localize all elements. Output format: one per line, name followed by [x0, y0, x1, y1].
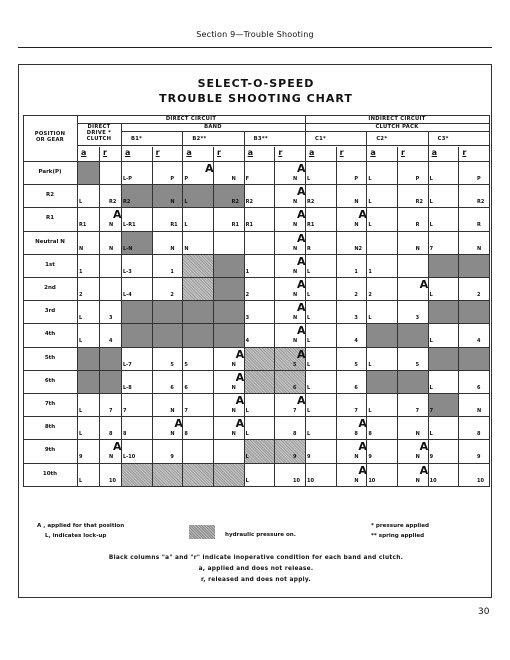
- cell-value: 6: [170, 384, 174, 391]
- row-line: [23, 370, 489, 371]
- cell-value: L: [79, 477, 83, 484]
- sublabel-a: a: [431, 148, 438, 157]
- cell-value: N: [293, 338, 298, 345]
- cell-value: 7: [354, 408, 358, 414]
- applied-mark: A: [235, 347, 245, 361]
- cell-value: 9: [79, 454, 83, 461]
- row-line: [23, 300, 489, 301]
- row-label: Neutral N: [35, 238, 65, 245]
- note-black-columns: Black columns "a" and "r" indicate inoperative condition for each band and clutch.: [108, 555, 404, 561]
- sublabel-r: r: [339, 148, 344, 157]
- cell-value: 8: [477, 431, 481, 438]
- cell-value: L: [368, 361, 372, 368]
- cell-value: 7: [415, 408, 420, 414]
- col-line: [182, 131, 183, 486]
- shade-park-dd: [77, 161, 99, 184]
- cell-value: L-10: [123, 454, 136, 461]
- cell-value: N: [293, 315, 298, 322]
- col-header-c3: C3*: [437, 136, 449, 142]
- cell-value: 1: [245, 268, 250, 275]
- col-line: [121, 123, 122, 486]
- cell-value: L: [368, 315, 372, 322]
- cell-value: L: [79, 315, 83, 322]
- cell-value: L: [307, 315, 311, 322]
- cell-value: N: [354, 454, 359, 461]
- col-line: [77, 115, 78, 486]
- half-col-line: [458, 147, 459, 486]
- row-label: 10th: [42, 470, 58, 477]
- band-header: BAND: [204, 124, 222, 130]
- cell-value: R: [307, 245, 311, 252]
- cell-value: 7: [123, 408, 127, 414]
- cell-value: 4: [109, 338, 113, 345]
- cell-value: L: [429, 338, 433, 345]
- cell-value: 7: [429, 408, 434, 414]
- cell-value: 8: [293, 431, 297, 438]
- cell-value: R2: [477, 199, 485, 206]
- applied-mark: A: [113, 440, 122, 454]
- applied-mark: A: [205, 162, 214, 175]
- col-line: [489, 131, 490, 486]
- cell-value: L-R1: [123, 222, 136, 229]
- cell-value: N: [170, 408, 175, 414]
- applied-mark: A: [235, 370, 245, 384]
- cell-value: 3: [109, 315, 113, 322]
- cell-value: L: [307, 338, 311, 345]
- cell-value: L: [79, 431, 83, 438]
- cell-value: 8: [123, 431, 127, 438]
- cell-value: N: [415, 245, 420, 252]
- cell-value: 7: [109, 408, 113, 414]
- position-gear-header: POSITION OR GEAR: [34, 131, 66, 143]
- cell-value: N: [415, 477, 420, 484]
- direct-circuit-header: DIRECT CIRCUIT: [165, 116, 217, 122]
- cell-value: 1: [368, 268, 372, 275]
- clutch-pack-header: CLUTCH PACK: [375, 124, 419, 130]
- sublabel-r: r: [155, 148, 160, 157]
- applied-mark: A: [297, 278, 306, 291]
- row-line: [23, 231, 489, 232]
- row-line: [23, 347, 489, 348]
- cell-value: L: [79, 408, 83, 414]
- indirect-circuit-header: INDIRECT CIRCUIT: [368, 116, 426, 122]
- cell-value: R2: [245, 199, 253, 206]
- col-line: [428, 131, 429, 486]
- legend-pressure-applied: * pressure applied: [371, 523, 429, 529]
- note-released: r, released and does not apply.: [201, 577, 311, 583]
- cell-value: L: [368, 408, 372, 414]
- cell-value: 10: [477, 477, 484, 484]
- cell-value: L-4: [123, 292, 132, 298]
- cell-value: 5: [354, 361, 358, 368]
- cell-value: 5: [170, 361, 174, 368]
- cell-value: 10: [429, 477, 437, 484]
- cell-value: 7: [429, 245, 434, 252]
- cell-value: 5: [184, 361, 188, 368]
- chart-title-line2: TROUBLE SHOOTING CHART: [159, 92, 353, 105]
- note-applied: a, applied and does not release.: [198, 566, 314, 572]
- cell-value: P: [354, 176, 358, 182]
- cell-value: 9: [429, 454, 434, 461]
- cell-value: R1: [79, 222, 87, 229]
- cell-value: 9: [170, 454, 174, 461]
- cell-value: 9: [368, 454, 372, 461]
- cell-value: N: [231, 176, 236, 182]
- page-header: Section 9—Trouble Shooting: [196, 30, 314, 39]
- header-rule: [18, 47, 492, 48]
- row-label: 5th: [44, 354, 56, 361]
- legend-hydraulic: hydraulic pressure on.: [225, 532, 296, 538]
- row-line: [23, 254, 489, 255]
- subheader-line: [23, 161, 489, 162]
- cell-value: N: [354, 477, 359, 484]
- row-line: [23, 323, 489, 324]
- cell-value: L: [307, 361, 311, 368]
- applied-mark: A: [235, 394, 245, 407]
- applied-mark: A: [297, 394, 306, 407]
- chart-frame: [18, 64, 492, 598]
- sublabel-r: r: [401, 148, 405, 157]
- cell-value: L: [307, 384, 311, 391]
- cell-value: 6: [354, 384, 358, 391]
- cell-value: N: [79, 245, 84, 252]
- sublabel-r: r: [103, 148, 107, 157]
- chart-title-line1: SELECT-O-SPEED: [197, 77, 315, 90]
- cell-value: 2: [245, 292, 250, 298]
- cell-value: N: [293, 292, 298, 298]
- cell-value: 1: [79, 268, 83, 275]
- cell-value: L: [307, 268, 311, 275]
- cell-value: L: [307, 431, 311, 438]
- cell-value: N: [477, 408, 482, 414]
- cell-value: R2: [231, 199, 239, 206]
- cell-value: P: [184, 176, 188, 182]
- cell-value: N: [231, 384, 236, 391]
- cell-value: L: [429, 384, 433, 391]
- cell-value: N: [293, 222, 298, 229]
- cell-value: R2: [415, 199, 423, 206]
- cell-value: L-N: [123, 245, 133, 252]
- cell-value: 8: [368, 431, 372, 438]
- applied-mark: A: [419, 463, 429, 477]
- applied-mark: A: [297, 162, 306, 175]
- cell-value: N: [231, 361, 236, 368]
- cell-value: 9: [293, 454, 297, 461]
- cell-value: N: [184, 245, 189, 252]
- cell-value: 8: [109, 431, 113, 438]
- applied-mark: A: [358, 208, 367, 222]
- cell-value: N: [477, 245, 482, 252]
- cell-value: N: [170, 199, 175, 206]
- cell-value: N: [170, 245, 175, 252]
- cell-value: L: [245, 431, 249, 438]
- row-label: R2: [45, 192, 55, 199]
- applied-mark: A: [113, 208, 122, 222]
- cell-value: N: [354, 222, 359, 229]
- applied-mark: A: [174, 417, 183, 431]
- cell-value: L: [368, 176, 372, 182]
- cell-value: N: [293, 176, 298, 182]
- cell-value: N: [231, 408, 236, 414]
- cell-value: R1: [245, 222, 253, 229]
- applied-mark: A: [419, 278, 429, 291]
- cell-value: R: [415, 222, 420, 229]
- applied-mark: A: [358, 440, 367, 454]
- cell-value: 9: [307, 454, 311, 461]
- cell-value: L-8: [123, 384, 132, 391]
- page-number: 30: [478, 607, 490, 617]
- cell-value: L: [184, 199, 188, 206]
- sublabel-a: a: [81, 148, 87, 157]
- cell-value: 6: [477, 384, 481, 391]
- cell-value: L: [245, 408, 249, 414]
- cell-value: L-P: [123, 176, 132, 182]
- cell-value: 5: [293, 361, 297, 368]
- col-header-c1: C1*: [315, 136, 327, 142]
- cell-value: 8: [184, 431, 188, 438]
- legend-l-lockup: L, indicates lock-up: [45, 533, 107, 539]
- sublabel-a: a: [309, 148, 315, 157]
- row-line: [23, 207, 489, 208]
- cell-value: L: [184, 222, 188, 229]
- applied-mark: A: [297, 231, 306, 245]
- cell-value: 10: [368, 477, 376, 484]
- cell-value: L: [245, 454, 249, 461]
- sublabel-r: r: [278, 148, 283, 157]
- row-label: 6th: [44, 377, 56, 384]
- cell-value: N: [415, 431, 420, 438]
- cell-value: N: [231, 431, 236, 438]
- row-line: [23, 486, 489, 487]
- applied-mark: A: [297, 185, 306, 199]
- cell-value: L: [429, 199, 433, 206]
- direct-drive-header: DIRECT DRIVE * CLUTCH: [86, 124, 112, 142]
- cell-value: R1: [307, 222, 315, 229]
- cell-value: 3: [245, 315, 250, 322]
- applied-mark: A: [297, 347, 306, 361]
- cell-value: R: [477, 222, 481, 229]
- row-label: 4th: [44, 331, 56, 338]
- cell-value: 4: [477, 338, 481, 345]
- cell-value: N: [293, 245, 298, 252]
- cell-value: L-3: [123, 268, 132, 275]
- applied-mark: A: [297, 301, 306, 315]
- half-col-line: [336, 147, 337, 486]
- applied-mark: A: [297, 208, 306, 222]
- cell-value: 8: [354, 431, 358, 438]
- cell-value: N2: [354, 245, 362, 252]
- col-line: [366, 131, 367, 486]
- col-header-c2: C2*: [376, 136, 388, 142]
- cell-value: L: [79, 338, 83, 345]
- cell-value: 3: [354, 315, 358, 322]
- cell-value: 2: [79, 292, 83, 298]
- half-col-line: [397, 147, 398, 486]
- cell-value: 9: [477, 454, 481, 461]
- sublabel-r: r: [217, 148, 221, 157]
- cell-value: L: [368, 222, 372, 229]
- cell-value: N: [415, 454, 420, 461]
- sublabel-a: a: [370, 148, 376, 157]
- half-col-line: [213, 147, 214, 486]
- cell-value: 4: [354, 338, 358, 345]
- cell-value: 5: [415, 361, 420, 368]
- half-col-line: [152, 147, 153, 486]
- cell-value: R2: [109, 199, 117, 206]
- cell-value: 6: [293, 384, 297, 391]
- cell-value: 10: [293, 477, 300, 484]
- applied-mark: A: [297, 324, 306, 338]
- col-header-b1: B1*: [131, 136, 143, 142]
- row-label: 2nd: [44, 285, 56, 291]
- cell-value: R1: [170, 222, 178, 229]
- cell-value: L: [429, 292, 433, 298]
- row-line: [23, 184, 489, 185]
- cell-value: 3: [415, 315, 420, 322]
- cell-value: L: [429, 222, 433, 229]
- cell-value: L: [368, 199, 372, 206]
- applied-mark: A: [297, 254, 306, 268]
- row-label: 3rd: [44, 308, 56, 315]
- cell-value: L-7: [123, 361, 132, 368]
- sublabel-a: a: [186, 148, 192, 157]
- half-col-line: [274, 147, 275, 486]
- cell-value: 10: [109, 477, 116, 484]
- cell-value: N: [109, 454, 114, 461]
- legend-a-applied: A , applied for that position: [37, 523, 125, 529]
- cell-value: 7: [184, 408, 188, 414]
- row-label: 8th: [44, 424, 56, 431]
- cell-value: L: [307, 176, 311, 182]
- col-header-b3: B3**: [253, 136, 268, 142]
- cell-value: N: [109, 222, 114, 229]
- row-label: 9th: [44, 447, 56, 454]
- row-label: 1st: [45, 261, 55, 268]
- cell-value: L: [429, 431, 433, 438]
- cell-value: N: [293, 268, 298, 275]
- hydraulic-pressure-swatch: [189, 525, 215, 539]
- cell-value: F: [245, 176, 250, 182]
- cell-value: R2: [307, 199, 315, 206]
- cell-value: 6: [184, 384, 188, 391]
- col-header-b2: B2**: [192, 136, 207, 142]
- sublabel-r: r: [462, 148, 467, 157]
- applied-mark: A: [358, 463, 367, 477]
- cell-value: N: [293, 199, 298, 206]
- cell-value: 2: [477, 292, 481, 298]
- half-col-line: [99, 147, 100, 486]
- cell-value: 4: [245, 338, 250, 345]
- row-label: R1: [45, 215, 55, 222]
- cell-value: L: [245, 477, 249, 484]
- cell-value: N: [354, 199, 359, 206]
- applied-mark: A: [358, 417, 367, 431]
- row-line: [23, 393, 489, 394]
- cell-value: R1: [231, 222, 239, 229]
- cell-value: P: [477, 176, 481, 182]
- cell-value: N: [170, 431, 175, 438]
- row-label: Park(P): [38, 169, 62, 175]
- cell-value: P: [415, 176, 420, 182]
- applied-mark: A: [419, 440, 429, 454]
- sublabel-a: a: [125, 148, 131, 157]
- cell-value: L: [307, 292, 311, 298]
- cell-value: 1: [354, 268, 358, 275]
- cell-value: 2: [368, 292, 372, 298]
- cell-value: N: [109, 245, 114, 252]
- col-line: [244, 131, 245, 486]
- cell-value: P: [170, 176, 174, 182]
- cell-value: R2: [123, 199, 131, 206]
- cell-value: 2: [170, 292, 174, 298]
- cell-value: L: [307, 408, 311, 414]
- row-label: 7th: [44, 401, 56, 407]
- cell-value: 7: [293, 408, 297, 414]
- applied-mark: A: [235, 417, 245, 431]
- legend-spring-applied: ** spring applied: [371, 533, 425, 539]
- cell-value: L: [429, 176, 433, 182]
- sublabel-a: a: [247, 148, 254, 157]
- cell-value: 1: [170, 268, 174, 275]
- cell-value: L: [79, 199, 83, 206]
- row-line: [23, 416, 489, 417]
- cell-value: 2: [354, 292, 358, 298]
- cell-value: 10: [307, 477, 314, 484]
